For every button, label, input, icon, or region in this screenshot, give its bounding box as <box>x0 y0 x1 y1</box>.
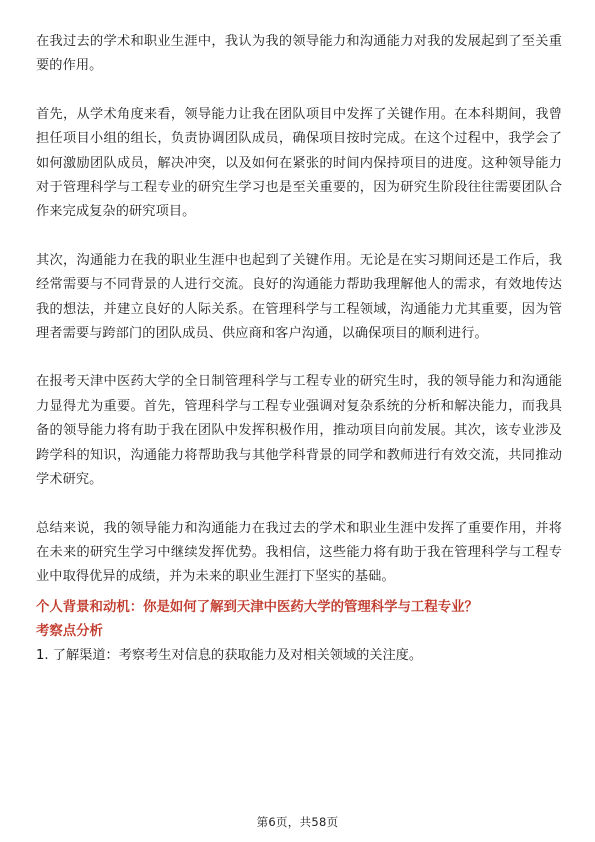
list-item: 1. 了解渠道：考察考生对信息的获取能力及对相关领域的关注度。 <box>36 647 423 663</box>
spacer <box>36 225 562 249</box>
spacer <box>36 79 562 103</box>
spacer <box>36 493 562 517</box>
analysis-subheading: 考察点分析 <box>36 623 103 639</box>
question-heading: 个人背景和动机：你是如何了解到天津中医药大学的管理科学与工程专业？ <box>36 599 478 615</box>
paragraph-application: 在报考天津中医药大学的全日制管理科学与工程专业的研究生时，我的领导能力和沟通能力显得尤为重要。首先，管理科学与工程专业强调对复杂系统的分析和解决能力，而我具备的领导能力将有助于我在团队中发挥积极作用，推动项目向前发展。其次，该专业涉及跨学科的知识，沟通能力将帮助我与其他学科背景的同学和教师进行有效交流，共同推动学术研究。 <box>36 374 562 488</box>
paragraph-summary: 总结来说，我的领导能力和沟通能力在我过去的学术和职业生涯中发挥了重要作用，并将在未来的研究生学习中继续发挥优势。我相信，这些能力将有助于我在管理科学与工程专业中取得优异的成绩，并为未来的职业生涯打下坚实的基础。 <box>36 520 562 585</box>
spacer <box>36 346 562 370</box>
paragraph-intro: 在我过去的学术和职业生涯中，我认为我的领导能力和沟通能力对我的发展起到了至关重要的作用。 <box>36 34 562 74</box>
paragraph-communication: 其次，沟通能力在我的职业生涯中也起到了关键作用。无论是在实习期间还是工作后，我经常需要与不同背景的人进行交流。良好的沟通能力帮助我理解他人的需求，有效地传达我的想法，并建立良好的人际关系。在管理科学与工程领域，沟通能力尤其重要，因为管理者需要与跨部门的团队成员、供应商和客户沟通，以确保项目的顺利进行。 <box>36 252 562 342</box>
page-number-footer: 第6页，共58页 <box>256 815 339 829</box>
paragraph-leadership: 首先，从学术角度来看，领导能力让我在团队项目中发挥了关键作用。在本科期间，我曾担任项目小组的组长，负责协调团队成员，确保项目按时完成。在这个过程中，我学会了如何激励团队成员，解决冲突，以及如何在紧张的时间内保持项目的进度。这种领导能力对于管理科学与工程专业的研究生学习也是至关重要的，因为研究生阶段往往需要团队合作来完成复杂的研究项目。 <box>36 106 562 220</box>
